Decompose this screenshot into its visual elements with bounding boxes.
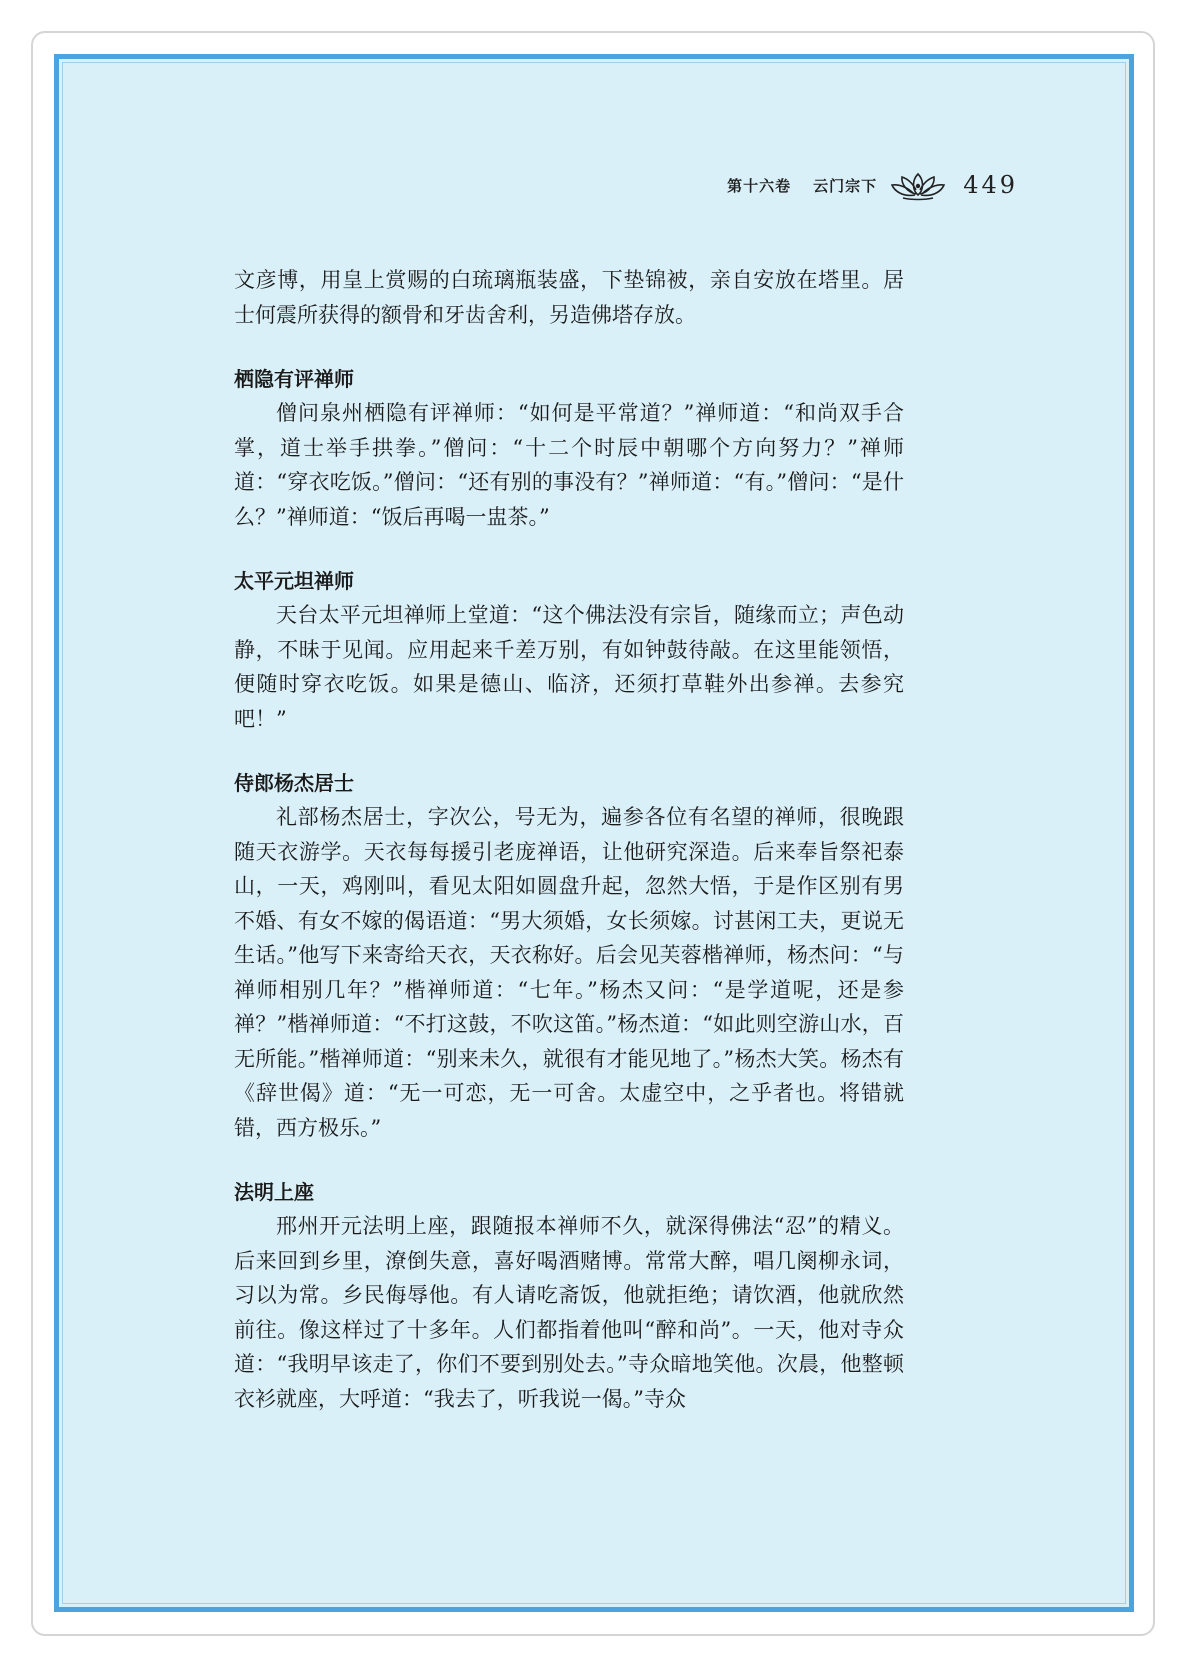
- section-paragraph: 僧问泉州栖隐有评禅师：“如何是平常道？”禅师道：“和尚双手合掌，道士举手拱拳。”僧问：“十二个时辰中朝哪个方向努力？”禅师道：“穿衣吃饭。”僧问：“还有别的事没有？”禅师道：“有。”僧问：“是什么？”禅师道：“饭后再喝一盅茶。”: [234, 401, 904, 529]
- section-title: 法明上座: [234, 1180, 314, 1204]
- page-body: [234, 263, 904, 1416]
- lotus-icon: [889, 168, 947, 202]
- section-paragraph: 邢州开元法明上座，跟随报本禅师不久，就深得佛法“忍”的精义。后来回到乡里，潦倒失意，喜好喝酒赌博。常常大醉，唱几阕柳永词，习以为常。乡民侮辱他。有人请吃斋饭，他就拒绝；请饮酒，他就欣然前往。像这样过了十多年。人们都指着他叫“醉和尚”。一天，他对寺众道：“我明早该走了，你们不要到别处去。”寺众暗地笑他。次晨，他整顿衣衫就座，大呼道：“我去了，听我说一偈。”寺众: [234, 1214, 904, 1411]
- section-title: 侍郎杨杰居士: [234, 771, 354, 795]
- page-number: 449: [963, 171, 1018, 199]
- section-label: 云门宗下: [813, 176, 878, 195]
- running-head: [727, 168, 1018, 202]
- intro-paragraph: 文彦博，用皇上赏赐的白琉璃瓶装盛，下垫锦被，亲自安放在塔里。居士何震所获得的额骨和牙齿舍利，另造佛塔存放。: [234, 268, 904, 327]
- section-paragraph: 礼部杨杰居士，字次公，号无为，遍参各位有名望的禅师，很晚跟随天衣游学。天衣每每援引老庞禅语，让他研究深造。后来奉旨祭祀泰山，一天，鸡刚叫，看见太阳如圆盘升起，忽然大悟，于是作区别有男不婚、有女不嫁的偈语道：“男大须婚，女长须嫁。讨甚闲工夫，更说无生话。”他写下来寄给天衣，天衣称好。后会见芙蓉楷禅师，杨杰问：“与禅师相别几年？”楷禅师道：“七年。”杨杰又问：“是学道呢，还是参禅？”楷禅师道：“不打这鼓，不吹这笛。”杨杰道：“如此则空游山水，百无所能。”楷禅师道：“别来未久，就很有才能见地了。”杨杰大笑。杨杰有《辞世偈》道：“无一可恋，无一可舍。太虚空中，之乎者也。将错就错，西方极乐。”: [234, 805, 904, 1140]
- section-title: 栖隐有评禅师: [234, 367, 354, 391]
- chapter-label: 第十六卷: [727, 176, 792, 195]
- section-title: 太平元坦禅师: [234, 569, 354, 593]
- section-paragraph: 天台太平元坦禅师上堂道：“这个佛法没有宗旨，随缘而立；声色动静，不昧于见闻。应用起来千差万别，有如钟鼓待敲。在这里能领悟，便随时穿衣吃饭。如果是德山、临济，还须打草鞋外出参禅。去参究吧！”: [234, 603, 904, 731]
